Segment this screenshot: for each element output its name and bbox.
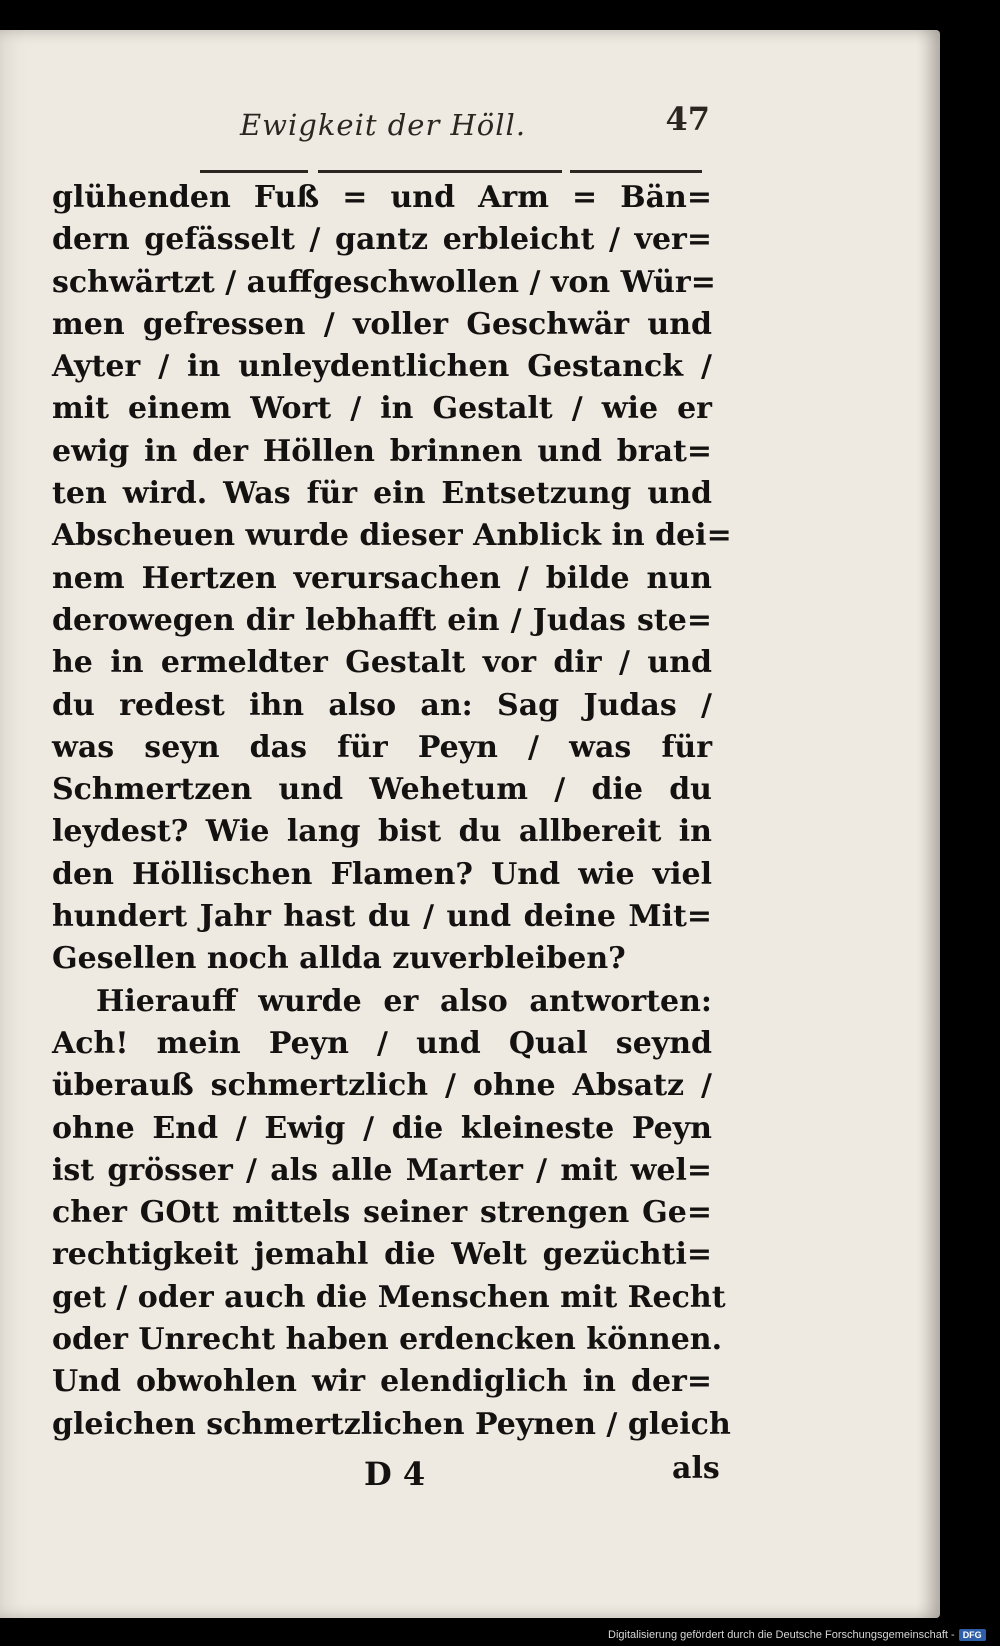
text-line: Hierauff wurde er also antworten: [96, 983, 712, 1019]
page-footer [0, 1451, 940, 1495]
dfg-logo: DFG [959, 1629, 986, 1641]
text-line: Abscheuen wurde dieser Anblick in dei= [52, 518, 732, 554]
signature-mark: D 4 [364, 1455, 426, 1493]
page-number: 47 [665, 100, 710, 138]
header-rule-middle [318, 170, 562, 173]
text-line: leydest? Wie lang bist du allbereit in [52, 814, 712, 850]
text-line: nem Hertzen verursachen / bilde nun [52, 560, 712, 596]
text-line: Gesellen noch allda zuverbleiben? [52, 941, 626, 977]
text-line: he in ermeldter Gestalt vor dir / und [52, 645, 712, 681]
text-line: gleichen schmertzlichen Peynen / gleich [52, 1406, 731, 1442]
text-line: ist grösser / als alle Marter / mit wel= [52, 1152, 712, 1188]
text-line: glühenden Fuß = und Arm = Bän= [52, 180, 712, 215]
text-line: oder Unrecht haben erdencken können. [52, 1322, 723, 1358]
text-line: get / oder auch die Menschen mit Recht [52, 1279, 726, 1315]
funding-text: Digitalisierung gefördert durch die Deutsche Forschungsgemeinschaft - [608, 1629, 955, 1641]
funding-notice [608, 1627, 986, 1643]
text-line: Und obwohlen wir elendiglich in der= [52, 1364, 712, 1400]
page-body-text [52, 177, 732, 1446]
text-line: dern gefässelt / gantz erbleicht / ver= [52, 222, 712, 258]
text-line: derowegen dir lebhafft ein / Judas ste= [52, 602, 712, 638]
text-line: ewig in der Höllen brinnen und brat= [52, 433, 712, 469]
text-line: Schmertzen und Wehetum / die du [52, 772, 712, 808]
catchword: als [672, 1451, 720, 1486]
header-rule-left [200, 170, 308, 173]
text-line: Ach! mein Peyn / und Qual seynd [52, 1025, 712, 1061]
text-line: rechtigkeit jemahl die Welt gezüchti= [52, 1237, 712, 1273]
text-line: schwärtzt / auffgeschwollen / von Wür= [52, 264, 716, 300]
text-line: cher GOtt mittels seiner strengen Ge= [52, 1195, 712, 1231]
header-rule-right [570, 170, 702, 173]
text-line: hundert Jahr hast du / und deine Mit= [52, 899, 712, 935]
text-line: ohne End / Ewig / die kleineste Peyn [52, 1110, 712, 1146]
book-page [0, 30, 940, 1618]
text-line: du redest ihn also an: Sag Judas / [52, 687, 712, 723]
text-line: mit einem Wort / in Gestalt / wie er [52, 391, 712, 427]
text-line: was seyn das für Peyn / was für [52, 729, 712, 765]
text-line: ten wird. Was für ein Entsetzung und [52, 476, 712, 512]
running-title: Ewigkeit der Höll. [240, 108, 527, 142]
text-line: den Höllischen Flamen? Und wie viel [52, 856, 712, 892]
text-line: überauß schmertzlich / ohne Absatz / [52, 1068, 712, 1104]
page-header [240, 100, 710, 148]
text-line: men gefressen / voller Geschwär und [52, 306, 712, 342]
text-line: Ayter / in unleydentlichen Gestanck / [52, 349, 712, 385]
